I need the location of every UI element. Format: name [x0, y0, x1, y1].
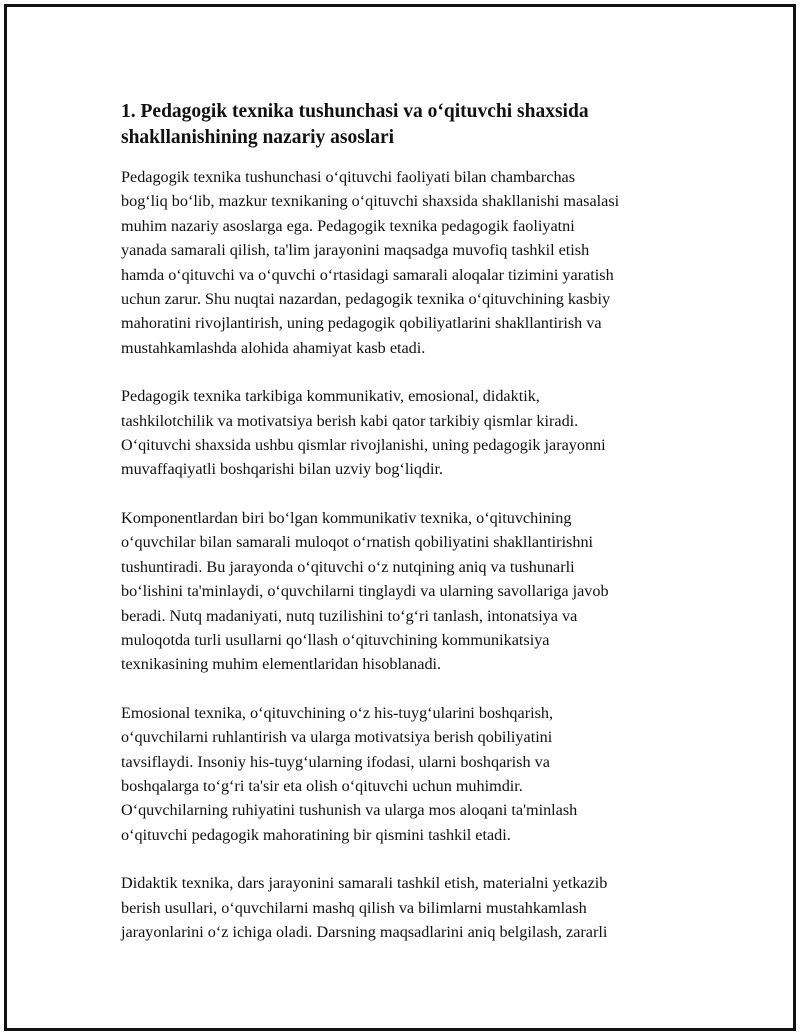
text-line: tavsiflaydi. Insoniy his-tuyg‘ularning ifodasi, ularni boshqarish va	[121, 752, 550, 771]
text-line: muloqotda turli usullarni qo‘llash o‘qituvchining kommunikatsiya	[121, 630, 550, 649]
text-line: O‘qituvchi shaxsida ushbu qismlar rivojlanishi, uning pedagogik jarayonni	[121, 436, 606, 455]
text-line: o‘quvchilar bilan samarali muloqot o‘rnatish qobiliyatini shakllantirishni	[121, 533, 594, 552]
paragraph-communicative-technique	[121, 506, 696, 677]
text-line: Komponentlardan biri bo‘lgan kommunikativ texnika, o‘qituvchining	[121, 508, 572, 527]
text-line: Pedagogik texnika tushunchasi o‘qituvchi faoliyati bilan chambarchas	[121, 168, 576, 186]
text-line: Pedagogik texnika tarkibiga kommunikativ, emosional, didaktik,	[121, 387, 540, 406]
paragraph-pedagogical-technique-concept	[121, 165, 696, 360]
text-line: o‘quvchilarni ruhlantirish va ularga motivatsiya berish qobiliyatini	[121, 728, 553, 747]
text-line: o‘qituvchi pedagogik mahoratining bir qismini tashkil etadi.	[121, 825, 511, 844]
paragraph-didactic-technique	[121, 871, 696, 944]
text-line: mustahkamlashda alohida ahamiyat kasb etadi.	[121, 338, 426, 357]
section-heading	[121, 99, 696, 151]
text-line: boshqalarga to‘g‘ri ta'sir eta olish o‘qituvchi uchun muhimdir.	[121, 776, 523, 795]
text-line: bog‘liq bo‘lib, mazkur texnikaning o‘qituvchi shaxsida shakllanishi masalasi	[121, 192, 620, 211]
paragraph-emotional-technique	[121, 701, 696, 847]
text-line: bo‘lishini ta'minlaydi, o‘quvchilarni tinglaydi va ularning savollariga javob	[121, 582, 609, 601]
text-line: jarayonlarini o‘z ichiga oladi. Darsning maqsadlarini aniq belgilash, zararli	[121, 922, 608, 941]
text-line: O‘quvchilarning ruhiyatini tushunish va ularga mos aloqani ta'minlash	[121, 801, 578, 820]
text-line: tashkilotchilik va motivatsiya berish kabi qator tarkibiy qismlar kiradi.	[121, 411, 579, 430]
text-line: uchun zarur. Shu nuqtai nazardan, pedagogik texnika o‘qituvchining kasbiy	[121, 290, 611, 309]
text-line: mahoratini rivojlantirish, uning pedagogik qobiliyatlarini shakllantirish va	[121, 314, 602, 333]
paragraph-technique-components	[121, 384, 696, 482]
text-line: Didaktik texnika, dars jarayonini samarali tashkil etish, materialni yetkazib	[121, 874, 608, 893]
text-line: tushuntiradi. Bu jarayonda o‘qituvchi o‘z nutqining aniq va tushunarli	[121, 557, 575, 576]
heading-line: shakllanishining nazariy asoslari	[121, 127, 395, 148]
document-page	[4, 4, 796, 1031]
document-body	[121, 99, 696, 968]
text-line: muvaffaqiyatli boshqarishi bilan uzviy bog‘liqdir.	[121, 460, 444, 479]
text-line: beradi. Nutq madaniyati, nutq tuzilishini to‘g‘ri tanlash, intonatsiya va	[121, 606, 578, 625]
text-line: yanada samarali qilish, ta'lim jarayonini maqsadga muvofiq tashkil etish	[121, 241, 590, 260]
text-line: texnikasining muhim elementlaridan hisoblanadi.	[121, 655, 442, 674]
heading-line: 1. Pedagogik texnika tushunchasi va o‘qituvchi shaxsida	[121, 101, 589, 122]
text-line: Emosional texnika, o‘qituvchining o‘z his-tuyg‘ularini boshqarish,	[121, 703, 554, 722]
text-line: hamda o‘qituvchi va o‘quvchi o‘rtasidagi samarali aloqalar tizimini yaratish	[121, 265, 614, 284]
text-line: muhim nazariy asoslarga ega. Pedagogik texnika pedagogik faoliyatni	[121, 216, 575, 235]
text-line: berish usullari, o‘quvchilarni mashq qilish va bilimlarni mustahkamlash	[121, 898, 587, 917]
